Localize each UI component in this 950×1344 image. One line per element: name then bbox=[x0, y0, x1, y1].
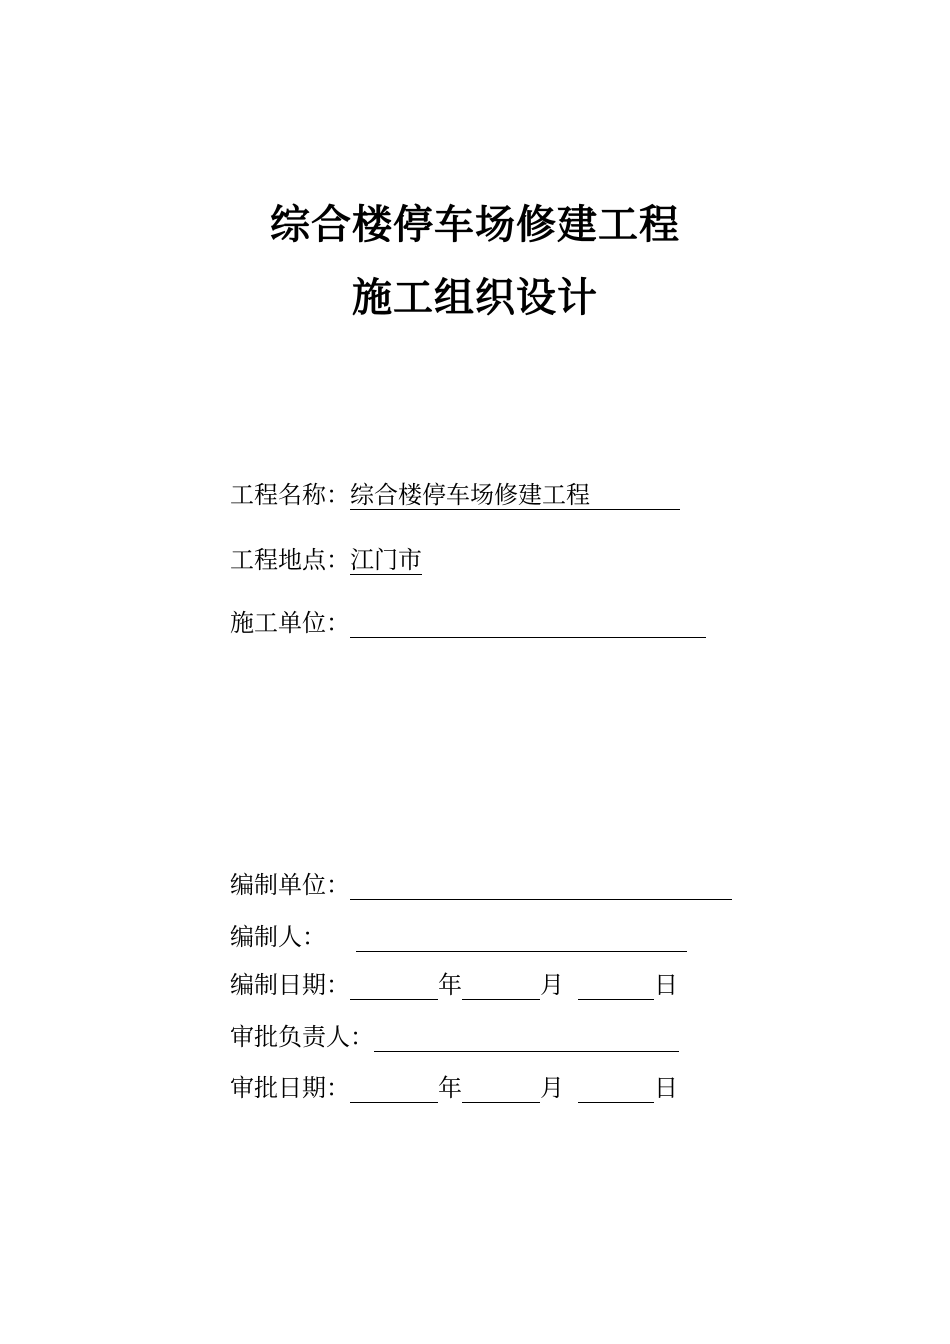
contractor-row bbox=[230, 604, 706, 638]
compilation-date-label: 编制日期： bbox=[230, 971, 350, 999]
project-name-row bbox=[230, 476, 680, 510]
approval-year-label: 年 bbox=[438, 1074, 462, 1102]
compilation-month-blank bbox=[462, 971, 540, 1000]
approval-month-blank bbox=[462, 1074, 540, 1103]
approval-year-blank bbox=[350, 1074, 438, 1103]
approver-row bbox=[230, 1018, 679, 1052]
approval-date-row bbox=[230, 1069, 678, 1103]
compilation-unit-blank bbox=[350, 871, 732, 900]
project-location-label: 工程地点： bbox=[230, 546, 350, 574]
approver-blank bbox=[374, 1023, 679, 1052]
project-location-value: 江门市 bbox=[350, 546, 422, 574]
author-row bbox=[230, 918, 687, 952]
compilation-date-row bbox=[230, 966, 678, 1000]
compilation-unit-label: 编制单位： bbox=[230, 871, 350, 899]
document-title-line1: 综合楼停车场修建工程 bbox=[270, 202, 680, 248]
contractor-blank bbox=[350, 609, 706, 638]
compilation-unit-row bbox=[230, 866, 732, 900]
compilation-day-blank bbox=[578, 971, 654, 1000]
author-blank bbox=[356, 923, 687, 952]
project-name-label: 工程名称： bbox=[230, 481, 350, 509]
document-title-line2: 施工组织设计 bbox=[352, 275, 598, 321]
project-name-value: 综合楼停车场修建工程 bbox=[350, 481, 590, 509]
approval-month-label: 月 bbox=[540, 1074, 564, 1102]
author-label: 编制人： bbox=[230, 923, 326, 951]
approval-day-blank bbox=[578, 1074, 654, 1103]
compilation-year-label: 年 bbox=[438, 971, 462, 999]
project-name-field bbox=[350, 481, 680, 510]
compilation-year-blank bbox=[350, 971, 438, 1000]
project-location-row bbox=[230, 541, 422, 575]
approval-day-label: 日 bbox=[654, 1074, 678, 1102]
compilation-day-label: 日 bbox=[654, 971, 678, 999]
compilation-month-label: 月 bbox=[540, 971, 564, 999]
contractor-label: 施工单位： bbox=[230, 609, 350, 637]
approval-date-label: 审批日期： bbox=[230, 1074, 350, 1102]
approver-label: 审批负责人： bbox=[230, 1023, 374, 1051]
